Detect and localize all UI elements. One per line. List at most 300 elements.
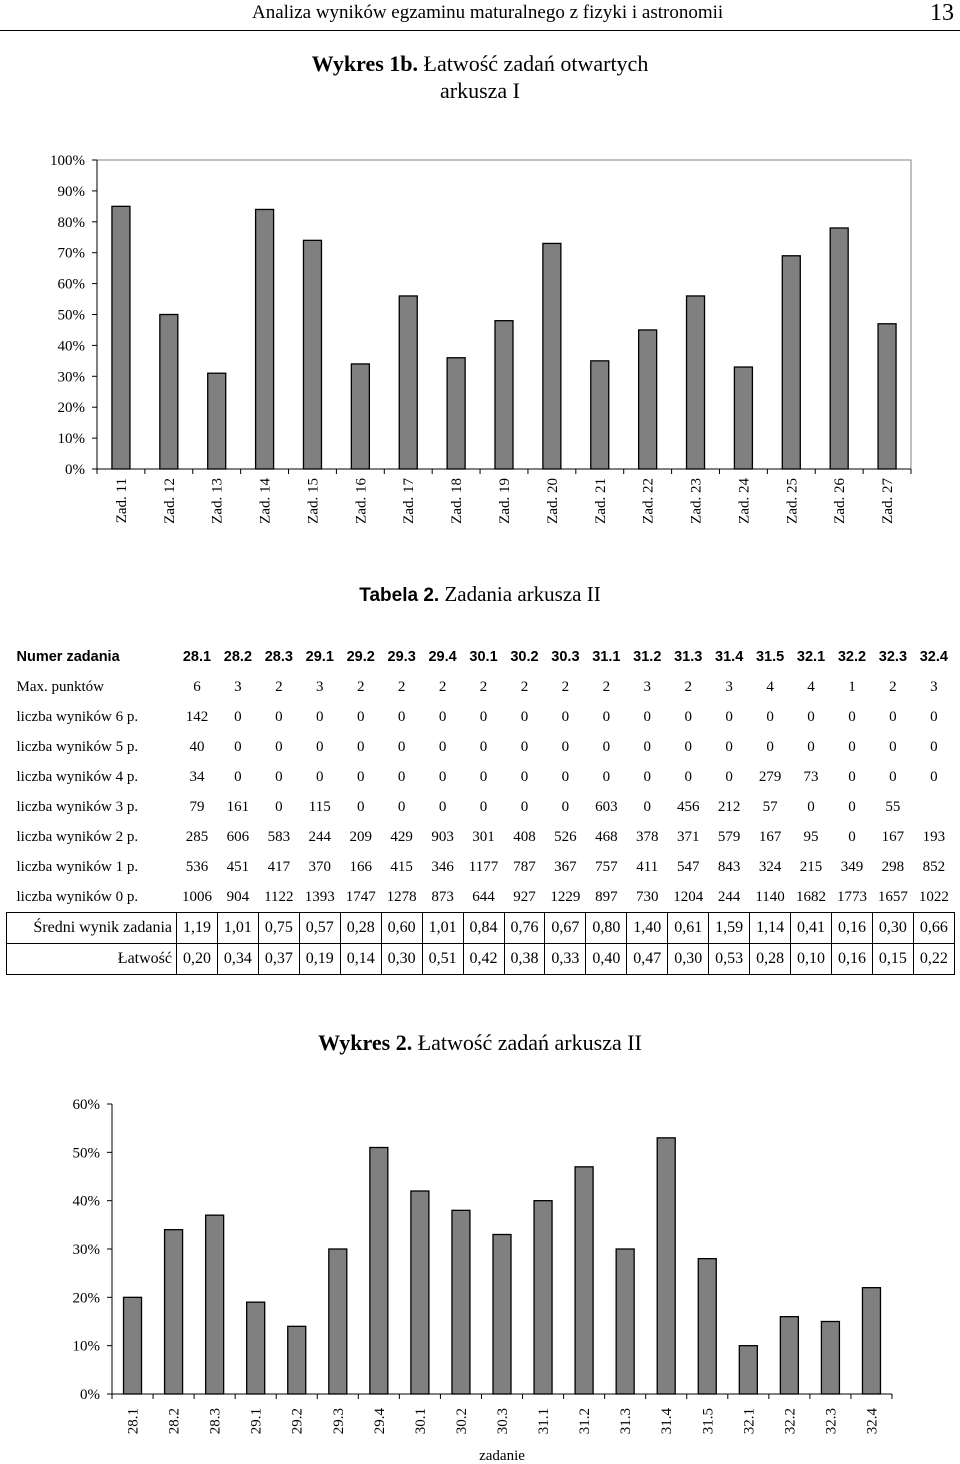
table-cell: 0	[397, 798, 406, 815]
table-cell: 0	[397, 708, 406, 725]
table-cell: 1682	[796, 888, 827, 905]
table-cell: 547	[676, 858, 700, 875]
y-tick-label: 20%	[72, 1290, 100, 1307]
x-tick-label: 32.2	[782, 1408, 799, 1435]
bar-32-4	[862, 1288, 880, 1394]
table-cell: 904	[226, 888, 250, 905]
table-cell: 0,57	[299, 913, 340, 944]
table-cell: 370	[308, 858, 332, 875]
table-cell: 1747	[345, 888, 376, 905]
table-cell: 0,14	[340, 944, 381, 975]
table-cell: 0	[520, 768, 529, 785]
x-tick-label: 30.3	[495, 1408, 511, 1435]
row-label: liczba wyników 1 p.	[16, 858, 139, 875]
table-cell: 0	[275, 768, 283, 785]
table-title-text: Zadania arkusza II	[439, 582, 601, 606]
x-tick-label: Zad. 16	[353, 478, 370, 524]
table-cell: 193	[922, 828, 946, 845]
x-tick-label: Zad. 24	[736, 478, 753, 524]
table-cell: 843	[717, 858, 741, 875]
table-cell: 31.1	[592, 649, 621, 665]
table-cell: 0	[561, 708, 570, 725]
table-cell: 167	[758, 828, 782, 845]
y-tick-label: 100%	[50, 153, 85, 169]
table-cell: 0,53	[709, 944, 750, 975]
table-cell: 0	[766, 738, 774, 755]
row-label: Numer zadania	[16, 649, 120, 665]
table-cell: 408	[513, 828, 536, 845]
table-cell: 31.4	[715, 649, 744, 665]
bar-32-1	[739, 1346, 757, 1394]
table-cell: 0	[766, 708, 774, 725]
table-cell: 349	[840, 858, 864, 875]
table-cell: 1140	[755, 888, 785, 905]
table-cell: 0,22	[913, 944, 954, 975]
table-cell: 298	[881, 858, 905, 875]
table-cell: 167	[881, 828, 905, 845]
table-cell: 0,75	[258, 913, 299, 944]
table-cell: 0,80	[586, 913, 627, 944]
table-cell: 415	[390, 858, 413, 875]
table-cell: 0	[848, 798, 856, 815]
table-cell: 0	[889, 708, 897, 725]
y-tick-label: 30%	[57, 369, 85, 386]
table-cell: 0	[438, 738, 447, 755]
table-cell: 57	[762, 798, 778, 815]
table-cell: 32.1	[796, 649, 826, 665]
table-cell: 1,01	[217, 913, 258, 944]
table-cell: 0	[316, 738, 324, 755]
table-cell: 28.2	[223, 649, 253, 665]
bar-29-3	[329, 1249, 347, 1394]
table-cell: 29.1	[305, 649, 334, 665]
table-cell: 3	[316, 678, 324, 695]
table-cell: 417	[267, 858, 291, 875]
table-cell: 0	[234, 768, 242, 785]
x-tick-label: Zad. 17	[401, 478, 418, 524]
row-label: liczba wyników 6 p.	[16, 708, 139, 725]
table-cell: 0,66	[913, 913, 954, 944]
x-tick-label: Zad. 14	[257, 478, 274, 524]
table-cell: 0,30	[381, 944, 422, 975]
table-cell: 0	[316, 708, 324, 725]
table-cell: 787	[513, 858, 536, 875]
table-cell: 0	[479, 798, 488, 815]
row-label: liczba wyników 2 p.	[16, 828, 139, 845]
table-cell: 456	[676, 798, 700, 815]
table-cell: 536	[185, 858, 209, 875]
table-cell: 0	[684, 768, 692, 785]
table-cell: 0	[356, 768, 365, 785]
table-cell: 3	[643, 678, 652, 695]
x-tick-label: 32.4	[864, 1408, 881, 1435]
table-cell: 0,33	[545, 944, 586, 975]
x-tick-label: 32.1	[741, 1408, 758, 1435]
chart2-title-text: Łatwość zadań arkusza II	[412, 1030, 642, 1055]
table-cell: 0,67	[545, 913, 586, 944]
table-cell: 212	[717, 798, 741, 815]
table-cell: 79	[189, 798, 205, 815]
table-cell: 0	[438, 798, 447, 815]
table-cell: 1229	[550, 888, 581, 905]
table-cell: 579	[717, 828, 741, 845]
table-cell: 1773	[836, 888, 867, 905]
y-tick-label: 30%	[72, 1242, 100, 1258]
table-cell: 29.4	[428, 649, 457, 665]
table-cell: 244	[308, 828, 332, 845]
x-tick-label: Zad. 11	[113, 478, 130, 524]
table-cell: 897	[595, 888, 618, 905]
table-cell: 0	[848, 768, 856, 785]
table-cell: 0	[561, 798, 570, 815]
x-tick-label: 30.1	[412, 1408, 429, 1435]
table-cell: 411	[636, 858, 659, 875]
table-cell: 209	[349, 828, 372, 845]
table-cell: 279	[758, 768, 782, 785]
x-tick-label: 31.4	[659, 1408, 676, 1435]
table-cell: 0,47	[627, 944, 668, 975]
table-cell: 1,01	[422, 913, 463, 944]
bar-32-2	[780, 1317, 798, 1394]
x-tick-label: Zad. 13	[209, 478, 226, 524]
table-cell: 0	[520, 708, 529, 725]
table-cell: 0	[930, 738, 938, 755]
table-cell: 0	[275, 708, 283, 725]
bar-31-5	[698, 1259, 716, 1394]
table-cell: 0	[848, 708, 856, 725]
table-cell: 0,34	[217, 944, 258, 975]
table-cell: 0	[643, 708, 652, 725]
table-cell: 927	[513, 888, 536, 905]
table-cell: 0	[725, 738, 733, 755]
table-cell: 0	[479, 768, 488, 785]
table-cell: 0,61	[668, 913, 709, 944]
table-cell: 31.2	[633, 649, 662, 665]
x-tick-label: Zad. 27	[880, 478, 897, 524]
bar-31-4	[657, 1138, 675, 1394]
table-cell: 1006	[181, 888, 212, 905]
table-cell: 285	[185, 828, 209, 845]
table-cell: 0	[848, 828, 856, 845]
row-label: liczba wyników 5 p.	[16, 738, 139, 755]
bar-29-1	[247, 1302, 265, 1394]
table-cell: 0,37	[258, 944, 299, 975]
table-cell: 115	[308, 798, 331, 815]
table-cell: 0	[356, 708, 365, 725]
y-tick-label: 50%	[72, 1145, 100, 1162]
table-cell: 0	[848, 738, 856, 755]
bar-31-3	[616, 1249, 634, 1394]
table-cell: 603	[595, 798, 618, 815]
x-tick-label: Zad. 23	[688, 478, 705, 524]
x-tick-label: 28.1	[125, 1408, 142, 1435]
table-cell: 0	[807, 738, 815, 755]
y-tick-label: 10%	[57, 431, 85, 448]
table-cell: 34	[189, 768, 205, 785]
x-tick-label: 28.2	[166, 1408, 183, 1435]
table-cell: 0	[479, 708, 488, 725]
table-cell: 0	[889, 738, 897, 755]
table-cell: 4	[766, 678, 774, 695]
table-cell: 2	[602, 678, 611, 695]
table-cell: 0,38	[504, 944, 545, 975]
table-cell: 0	[889, 768, 897, 785]
table-cell: 0,19	[299, 944, 340, 975]
page-number: 13	[930, 0, 954, 26]
table-cell: 29.3	[387, 649, 416, 665]
table-cell: 468	[595, 828, 618, 845]
row-label: liczba wyników 4 p.	[16, 768, 139, 785]
y-tick-label: 90%	[57, 183, 85, 200]
table-cell: 0,16	[832, 913, 873, 944]
table-cell: 0,76	[504, 913, 545, 944]
bar-28-1	[124, 1297, 142, 1394]
table-cell: 0	[275, 798, 283, 815]
x-tick-label: 28.3	[207, 1408, 224, 1435]
table-cell: 346	[431, 858, 454, 875]
table-cell: 0,15	[872, 944, 913, 975]
table-cell: 1177	[468, 858, 499, 875]
table-cell: 1278	[386, 888, 417, 905]
table-cell: 0	[234, 708, 242, 725]
table-cell: 0	[520, 798, 529, 815]
table-cell: 0,28	[340, 913, 381, 944]
table-cell: 1122	[264, 888, 294, 905]
x-tick-label: Zad. 18	[449, 478, 466, 524]
row-label: Średni wynik zadania	[7, 913, 177, 944]
table-cell: 0,10	[791, 944, 832, 975]
table-cell: 2	[397, 678, 406, 695]
table-cell: 526	[554, 828, 577, 845]
bar-28-3	[206, 1215, 224, 1394]
y-tick-label: 60%	[57, 276, 85, 293]
table-cell: 0	[520, 738, 529, 755]
bar-30-2	[452, 1210, 470, 1394]
table-cell: 142	[185, 708, 209, 725]
table-cell: 903	[431, 828, 454, 845]
table-cell: 0,28	[750, 944, 791, 975]
x-tick-label: 29.1	[248, 1408, 265, 1435]
table-cell: 2	[479, 678, 488, 695]
x-tick-label: 32.3	[823, 1408, 840, 1435]
table-cell: 367	[554, 858, 577, 875]
x-tick-label: 31.2	[577, 1408, 594, 1435]
x-tick-label: 29.4	[371, 1408, 388, 1435]
table-cell: 1657	[877, 888, 908, 905]
table-cell: 0,40	[586, 944, 627, 975]
table-cell: 3	[725, 678, 733, 695]
table-cell: 95	[803, 828, 819, 845]
x-tick-label: 30.2	[453, 1408, 470, 1435]
table-cell: 1204	[673, 888, 704, 905]
table-cell: 0	[479, 738, 488, 755]
table-cell: 32.3	[878, 649, 908, 665]
table-cell: 215	[799, 858, 823, 875]
table-cell: 0	[807, 798, 815, 815]
table-cell: 2	[356, 678, 365, 695]
table-cell: 244	[717, 888, 741, 905]
table-cell: 55	[885, 798, 901, 815]
bar-30-3	[493, 1235, 511, 1395]
bar-28-2	[165, 1230, 183, 1394]
x-tick-label: Zad. 12	[161, 478, 178, 524]
table-cell: 0	[234, 738, 242, 755]
table-cell: 31.5	[755, 649, 785, 665]
y-tick-label: 70%	[57, 245, 85, 262]
table-cell: 1393	[304, 888, 335, 905]
table-cell: 161	[226, 798, 250, 815]
table-cell: 3	[930, 678, 938, 695]
table-cell: 1,40	[627, 913, 668, 944]
chart2-title-bold: Wykres 2.	[318, 1030, 413, 1055]
table-title-bold: Tabela 2.	[359, 585, 440, 606]
x-tick-label: Zad. 22	[640, 478, 657, 524]
table-cell: 1	[848, 678, 856, 695]
table-cell: 73	[803, 768, 819, 785]
x-tick-label: Zad. 21	[592, 478, 609, 524]
table-cell: 1022	[918, 888, 949, 905]
bar-31-2	[575, 1167, 593, 1394]
row-label: liczba wyników 3 p.	[16, 798, 139, 815]
table-cell: 1,14	[750, 913, 791, 944]
x-tick-label: 29.3	[330, 1408, 347, 1435]
table-cell: 0	[602, 768, 611, 785]
table-cell: 0	[930, 768, 938, 785]
table-cell: 0	[725, 708, 733, 725]
table-cell: 0	[275, 738, 283, 755]
table-cell: 31.3	[674, 649, 703, 665]
table-cell: 0	[602, 708, 611, 725]
table-cell: 757	[595, 858, 618, 875]
table-cell: 606	[226, 828, 250, 845]
table-cell: 2	[275, 678, 283, 695]
x-tick-label: Zad. 26	[832, 478, 849, 524]
table-cell: 0	[438, 708, 447, 725]
table-cell: 0,84	[463, 913, 504, 944]
table-cell: 378	[636, 828, 659, 845]
table-cell: 29.2	[346, 649, 375, 665]
table-cell: 2	[889, 678, 897, 695]
table-cell: 0,41	[791, 913, 832, 944]
table-cell: 0,20	[177, 944, 218, 975]
table-cell: 30.2	[510, 649, 539, 665]
table-cell: 0	[684, 738, 692, 755]
table-cell: 0	[356, 798, 365, 815]
table-cell: 0	[684, 708, 692, 725]
y-tick-label: 0%	[80, 1387, 100, 1403]
bar-29-4	[370, 1148, 388, 1395]
x-tick-label: Zad. 15	[305, 478, 322, 524]
x-tick-label: 31.1	[536, 1408, 553, 1435]
table-cell: 583	[267, 828, 291, 845]
y-tick-label: 80%	[57, 214, 85, 231]
table-cell: 429	[390, 828, 413, 845]
table-cell: 0	[643, 738, 652, 755]
y-tick-label: 0%	[65, 462, 85, 478]
table-cell: 0	[561, 738, 570, 755]
bar-31-1	[534, 1201, 552, 1394]
table-cell: 644	[472, 888, 495, 905]
table-cell: 0	[725, 768, 733, 785]
table-cell: 0	[397, 768, 406, 785]
table-cell: 28.1	[182, 649, 212, 665]
table-cell: 852	[922, 858, 946, 875]
chart1-title-bold: Wykres 1b.	[311, 51, 419, 76]
x-tick-label: Zad. 19	[497, 478, 513, 524]
table-cell: 0,16	[832, 944, 873, 975]
table-cell: 0,30	[872, 913, 913, 944]
table-cell: 0,30	[668, 944, 709, 975]
x-tick-label: 31.3	[618, 1408, 635, 1435]
table-cell: 32.4	[919, 649, 948, 665]
table-cell: 0,60	[381, 913, 422, 944]
table-cell: 6	[193, 678, 201, 695]
table-cell: 32.2	[837, 649, 867, 665]
y-tick-label: 10%	[72, 1338, 100, 1355]
table-cell: 3	[234, 678, 242, 695]
table-cell: 0	[643, 768, 652, 785]
table-cell: 0	[356, 738, 365, 755]
bar-29-2	[288, 1326, 306, 1394]
x-tick-label: Zad. 25	[784, 478, 801, 524]
bar-30-1	[411, 1191, 429, 1394]
table-cell: 0,51	[422, 944, 463, 975]
table-cell: 30.3	[551, 649, 580, 665]
x-tick-label: 31.5	[700, 1408, 717, 1435]
table-cell: 0	[807, 708, 815, 725]
table-cell: 0	[316, 768, 324, 785]
table-cell: 301	[472, 828, 495, 845]
table-cell: 2	[561, 678, 570, 695]
x-tick-label: Zad. 20	[544, 478, 561, 524]
table-cell: 324	[758, 858, 782, 875]
table-cell: 0	[930, 708, 938, 725]
table-cell: 2	[438, 678, 447, 695]
y-tick-label: 60%	[72, 1097, 100, 1113]
table-cell: 2	[684, 678, 692, 695]
table-cell: 371	[676, 828, 700, 845]
x-tick-label: 29.2	[289, 1408, 306, 1435]
y-tick-label: 20%	[57, 400, 85, 417]
row-label: Max. punktów	[16, 678, 104, 695]
table-cell: 1,59	[709, 913, 750, 944]
table-cell: 30.1	[469, 649, 498, 665]
row-label: Łatwość	[7, 944, 177, 975]
y-tick-label: 40%	[57, 338, 85, 355]
document-title: Analiza wyników egzaminu maturalnego z fizyki i astronomii	[252, 2, 724, 23]
x-axis-title: zadanie	[479, 1448, 525, 1464]
table-cell: 2	[520, 678, 529, 695]
table-cell: 40	[189, 738, 205, 755]
table-cell: 0	[643, 798, 652, 815]
table-cell: 0	[438, 768, 447, 785]
table-cell: 451	[226, 858, 250, 875]
bar-32-3	[821, 1322, 839, 1395]
table-cell: 0	[602, 738, 611, 755]
chart1-title-text: Łatwość zadań otwartych arkusza I	[418, 51, 649, 103]
table-cell: 730	[636, 888, 659, 905]
table-cell: 873	[431, 888, 454, 905]
y-tick-label: 50%	[57, 307, 85, 324]
table-cell: 1,19	[177, 913, 218, 944]
y-tick-label: 40%	[72, 1193, 100, 1210]
table-cell: 28.3	[264, 649, 293, 665]
table-cell: 0	[561, 768, 570, 785]
row-label: liczba wyników 0 p.	[16, 888, 139, 905]
table-cell: 0,42	[463, 944, 504, 975]
table-cell: 4	[807, 678, 815, 695]
table-cell: 0	[397, 738, 406, 755]
